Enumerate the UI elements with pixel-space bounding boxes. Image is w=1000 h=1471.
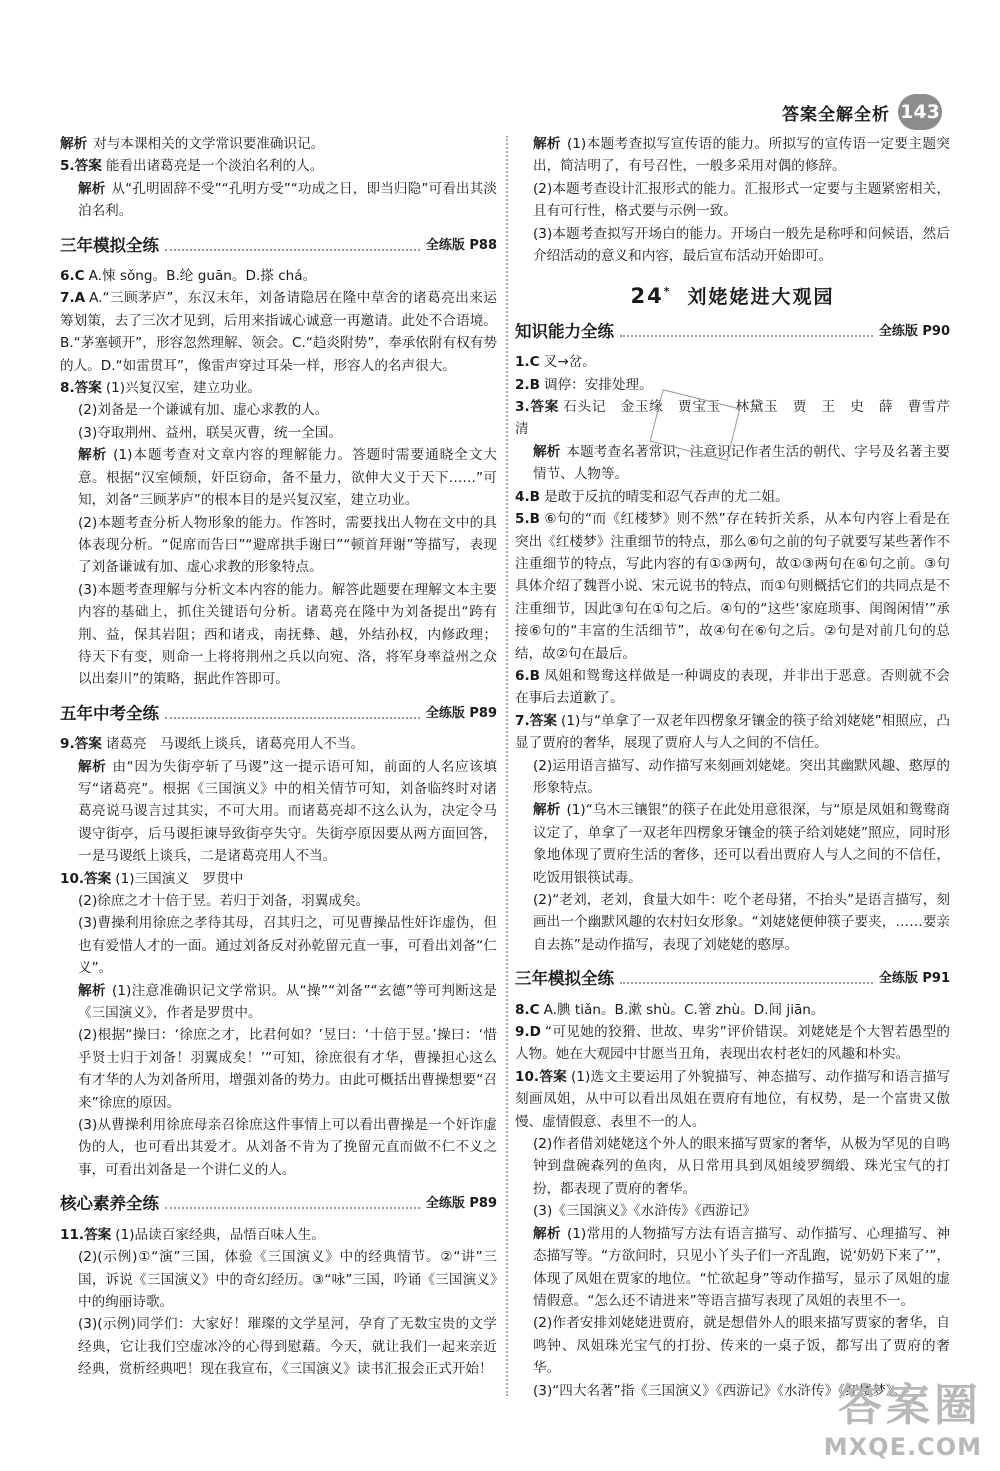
answer-9: 9.答案 诸葛亮 马谡纸上谈兵，诸葛亮用人不当。	[60, 736, 365, 753]
analysis-line: (3)从曹操利用徐庶母亲召徐庶这件事情上可以看出曹操是一个奸诈虚伪的人，也可看出其爱才。从刘备不肯为了挽留元直而做不仁不义之事，可看出刘备是一个讲仁义的人。	[78, 1117, 497, 1178]
analysis-paragraph: 解析 本题考查名著常识，注意识记作者生活的朝代、字号及名著主要情节、人物等。	[533, 443, 951, 483]
answer-line: (3)(示例)同学们：大家好！璀璨的文学星河，孕育了无数宝贵的文学经典，它让我们空虚冰冷的心得到慰藉。今天，就让我们一起来亲近经典，赏析经典吧！现在我宣布，《三国演义》读书汇报会正式开始！	[78, 1316, 497, 1378]
answer-10: 10.答案 (1)三国演义 罗贯中	[60, 870, 244, 887]
analysis-paragraph: 解析 (1)常用的人物描写方法有语言描写、动作描写、心理描写、神态描写等。“方欲问时，只见小丫头子们一齐乱跑，说‘奶奶下来了’”，体现了凤姐在贾家的地位。“忙欲起身”等动作描写，显示了凤姐的虚情假意。“怎么还不请进来”等语言描写表现了凤姐的表里不一。	[533, 1225, 950, 1309]
answer-line: (2)作者借刘姥姥这个外人的眼来描写贾家的奢华，从极为罕见的自鸣钟到盘碗森列的鱼肉，从日常用具到凤姐绫罗绸缎、珠光宝气的打扮，都表现了贾府的奢华。	[533, 1136, 950, 1197]
answer-2: 2.B 调停：安排处理。	[515, 376, 653, 393]
analysis-line: (2)“老刘，老刘，食量大如牛：吃个老母猪，不抬头”是语言描写，刻画出一个幽默风趣的农村妇女形象。“刘姥姥便伸筷子要夹，……要亲自去拣”是动作描写，表现了刘姥姥的憨厚。	[533, 892, 950, 953]
analysis-paragraph: 解析 由“因为失街亭斩了马谡”这一提示语可知，前面的人名应该填写“诸葛亮”。根据《三国演义》中的相关情节可知，刘备临终时对诸葛亮说马谡言过其实，不可大用。而诸葛亮却不这么认为，决定令马谡守街亭，后马谡拒谏导致街亭失守。失街亭原因要从两方面回答，一是马谡纸上谈兵，二是诸葛亮用人不当。	[78, 758, 497, 865]
analysis-line: (3)本题考查拟写开场白的能力。开场白一般先是称呼和问候语，然后介绍活动的意义和内容，最后宣布活动开始即可。	[533, 225, 950, 265]
section-heading: 知识能力全练 全练版 P90	[515, 321, 950, 341]
analysis-line: (2)本题考查设计汇报形式的能力。汇报形式一定要与主题紧密相关，且有可行性，格式要与示例一致。	[533, 180, 950, 220]
watermark-logo	[824, 1369, 982, 1461]
answer-line: (2)刘备是一个谦诚有加、虚心求教的人。	[78, 402, 329, 419]
watermark-url: MXQE.COM	[823, 1433, 982, 1461]
analysis-line: (3)“四大名著”指《三国演义》《西游记》《水浒传》《红楼梦》。	[533, 1382, 907, 1399]
answer-3: 3.答案 石头记 金玉缘 贾宝玉 林黛玉 贾 王 史 薛 曹雪芹 清	[515, 399, 964, 438]
answer-8: 8.答案 (1)兴复汉室，建立功业。	[60, 380, 262, 397]
right-column	[515, 133, 964, 1402]
analysis-line: (2)根据“操曰：‘徐庶之才，比君何如？’昱曰：‘十倍于昱。’操曰：‘惜乎贤士归于刘备！羽翼成矣！’”可知，徐庶很有才华，曹操担心这么有才华的人为刘备所用，增强刘备的势力。由此可概括出曹操想要“召来”徐庶的原因。	[78, 1027, 497, 1111]
answer-1: 1.C 叉→岔。	[515, 354, 596, 371]
page-number: 143	[898, 94, 942, 130]
watermark-text: 答案圈	[838, 1380, 982, 1431]
column-divider	[506, 136, 508, 1396]
answer-5b: 5.B ⑥句的“而《红楼梦》则不然”存在转折关系，从本句内容上看是在突出《红楼梦》注重细节的特点，那么⑥句之前的句子就要写某些著作不注重细节的特点，写此内容的有①③两句，故①③两句在⑥句之前。③句具体介绍了魏晋小说、宋元说书的特点，而①句则概括它们的共同点是不注重细节，因此③句在①句之后。④句的“这些‘家庭琐事、闺阁闲情’”承接⑥句的“丰富的生活细节”，故④句在⑥句之后。②句是对前几句的总结，故②句在最后。	[515, 511, 950, 662]
header-title: 答案全解全析	[782, 104, 890, 125]
answer-8b: 8.C A.腆 tiǎn。B.漱 shù。C.箸 zhù。D.间 jiān。	[515, 1001, 825, 1018]
analysis-paragraph: 解析 (1)注意准确识记文学常识。从“操”“刘备”“玄德”等可判断这是《三国演义》，作者是罗贯中。	[78, 982, 498, 1022]
answer-line: (2)徐庶之才十倍于昱。若归于刘备，羽翼成矣。	[78, 893, 370, 909]
section-heading: 三年模拟全练 全练版 P88	[60, 235, 497, 255]
answer-line: (3)《三国演义》《水浒传》《西游记》	[533, 1203, 757, 1220]
lesson-title: 24* 刘姥姥进大观园	[630, 284, 835, 309]
answer-line: (3)曹操利用徐庶之孝待其母，召其归之，可见曹操品性奸诈虚伪，但也有爱惜人才的一面。通过刘备反对孙乾留元直一事，可看出刘备“仁义”。	[78, 915, 497, 977]
answer-line: (3)夺取荆州、益州，联吴灭曹，统一全国。	[78, 424, 342, 441]
analysis-paragraph: 解析 从“孔明固辞不受”“孔明方受”“功成之日，即当归隐”可看出其淡泊名利。	[78, 180, 497, 220]
answer-7b: 7.答案 (1)与“单拿了一双老年四楞象牙镶金的筷子给刘姥姥”相照应，凸显了贾府的奢华，展现了贾府人与人之间的不信任。	[515, 712, 950, 752]
answer-5: 5.答案 能看出诸葛亮是一个淡泊名利的人。	[60, 158, 324, 175]
answer-7: 7.A A.“三顾茅庐”，东汉末年，刘备请隐居在隆中草舍的诸葛亮出来运筹划策，去了三次才见到，后用来指诚心诚意一再邀请。此处不合语境。B.“茅塞顿开”，形容忽然理解、领会。C.“趋炎附势”，奉承依附有权有势的人。D.“如雷贯耳”，像雷声穿过耳朵一样，形容人的名声很大。	[60, 290, 497, 374]
analysis-paragraph: 解析 (1)本题考查对文章内容的理解能力。答题时需要通晓全文大意。根据“汉室倾颓，奸臣窃命，备不量力，欲伸大义于天下……”可知，刘备“三顾茅庐”的根本目的是兴复汉室，建立功业。	[78, 447, 497, 509]
answer-line: (2)(示例)①“演”三国，体验《三国演义》中的经典情节。②“讲”三国，诉说《三国演义》中的奇幻经历。③“咏”三国，吟诵《三国演义》中的绚丽诗歌。	[78, 1249, 497, 1310]
lesson-number: 24*	[630, 284, 672, 309]
analysis-paragraph: 解析 (1)“乌木三镶银”的筷子在此处用意很深，与“原是凤姐和鸳鸯商议定了，单拿了一双老年四楞象牙镶金的筷子给刘姥姥”照应，同时形象地体现了贾府生活的奢侈，还可以看出贾府人与人之间的不信任，吃饭用银筷试毒。	[533, 802, 950, 886]
analysis-line: (3)本题考查理解与分析文本内容的能力。解答此题要在理解文本主要内容的基础上，抓住关键语句分析。诸葛亮在隆中为刘备提出“跨有荆、益，保其岩阻；西和诸戎，南抚彝、越，外结孙权，内修政理；待天下有变，则命一上将将荆州之兵以向宛、洛，将军身率益州之众以出秦川”的策略，据此作答即可。	[78, 581, 497, 688]
section-heading: 三年模拟全练 全练版 P91	[515, 969, 950, 989]
answer-4: 4.B 是敢于反抗的晴雯和忍气吞声的尤二姐。	[515, 488, 789, 505]
answer-10b: 10.答案 (1)选文主要运用了外貌描写、神态描写、动作描写和语言描写刻画凤姐，从中可以看出凤姐在贾府有地位，有权势，是一个富贵又傲慢、虚情假意、表里不一的人。	[515, 1068, 950, 1130]
answer-6: 6.C A.悚 sǒng。B.纶 guān。D.搽 chá。	[60, 268, 317, 285]
analysis-paragraph: 解析 (1)本题考查拟写宣传语的能力。所拟写的宣传语一定要主题突出，简洁明了，有号召性，一般多采用对偶的修辞。	[533, 136, 950, 175]
answer-11: 11.答案 (1)品读百家经典，品悟百味人生。	[60, 1226, 325, 1243]
section-heading: 五年中考全练 全练版 P89	[60, 703, 497, 723]
left-column	[60, 133, 497, 1381]
analysis-line: (2)作者安排刘姥姥进贾府，就是想借外人的眼来描写贾家的奢华，自鸣钟、凤姐珠光宝气的打扮、传来的一桌子饭，都写出了贾府的奢华。	[533, 1315, 950, 1377]
analysis-paragraph: 解析 对与本课相关的文学常识要准确识记。	[60, 136, 325, 152]
section-heading: 核心素养全练 全练版 P89	[60, 1194, 497, 1214]
page-header	[782, 92, 942, 132]
answer-line: (2)运用语言描写、动作描写来刻画刘姥姥。突出其幽默风趣、憨厚的形象特点。	[533, 757, 950, 796]
answer-6b: 6.B 凤姐和鸳鸯这样做是一种调皮的表现，并非出于恶意。否则就不会在事后去道歉了。	[515, 667, 950, 707]
analysis-line: (2)本题考查分析人物形象的能力。作答时，需要找出人物在文中的具体表现分析。“促席而告曰”“避席拱手谢曰”“顿首拜谢”等描写，表现了刘备谦诚有加、虚心求教的形象特点。	[78, 514, 497, 576]
answer-9b: 9.D “可见她的狡猾、世故、卑劣”评价错误。刘姥姥是个大智若愚型的人物。她在大观园中甘愿当丑角，表现出农村老妇的风趣和朴实。	[515, 1024, 950, 1063]
